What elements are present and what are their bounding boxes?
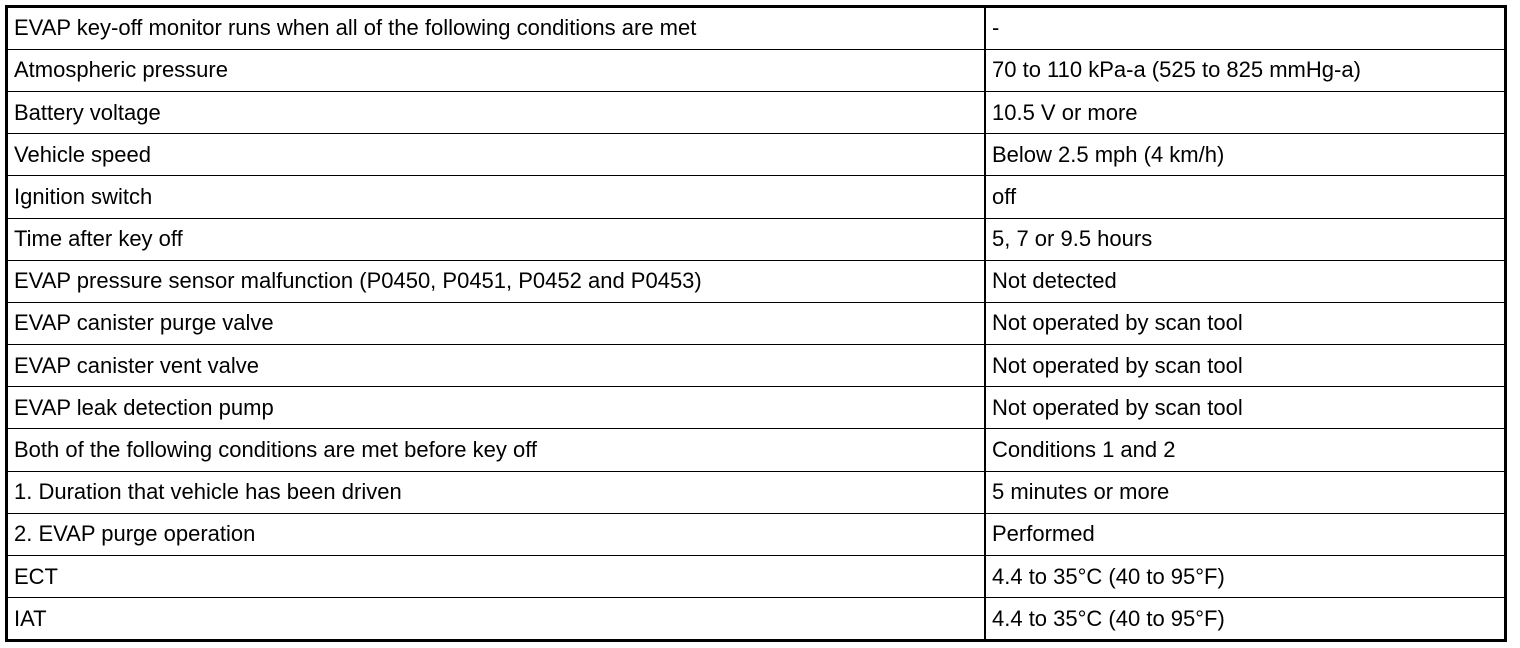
value-cell: 5, 7 or 9.5 hours xyxy=(985,218,1504,260)
value-cell: - xyxy=(985,8,1504,49)
table-row xyxy=(8,345,1504,387)
condition-cell: EVAP canister purge valve xyxy=(8,302,985,344)
table-row xyxy=(8,218,1504,260)
table-row xyxy=(8,471,1504,513)
condition-cell: EVAP pressure sensor malfunction (P0450, P0451, P0452 and P0453) xyxy=(8,260,985,302)
condition-cell: Battery voltage xyxy=(8,91,985,133)
condition-cell: Both of the following conditions are met before key off xyxy=(8,429,985,471)
value-cell: Not operated by scan tool xyxy=(985,387,1504,429)
condition-cell: Ignition switch xyxy=(8,176,985,218)
table-row xyxy=(8,302,1504,344)
value-cell: 4.4 to 35°C (40 to 95°F) xyxy=(985,556,1504,598)
value-cell: 5 minutes or more xyxy=(985,471,1504,513)
condition-cell: IAT xyxy=(8,598,985,639)
value-cell: Not operated by scan tool xyxy=(985,302,1504,344)
table-row xyxy=(8,134,1504,176)
value-cell: 4.4 to 35°C (40 to 95°F) xyxy=(985,598,1504,639)
value-cell: Not detected xyxy=(985,260,1504,302)
condition-cell: EVAP leak detection pump xyxy=(8,387,985,429)
value-cell: 10.5 V or more xyxy=(985,91,1504,133)
condition-cell: Vehicle speed xyxy=(8,134,985,176)
condition-cell: Atmospheric pressure xyxy=(8,49,985,91)
value-cell: 70 to 110 kPa-a (525 to 825 mmHg-a) xyxy=(985,49,1504,91)
value-cell: Conditions 1 and 2 xyxy=(985,429,1504,471)
table-row xyxy=(8,598,1504,639)
condition-cell: EVAP canister vent valve xyxy=(8,345,985,387)
conditions-table-frame xyxy=(5,5,1507,642)
table-row xyxy=(8,91,1504,133)
value-cell: off xyxy=(985,176,1504,218)
table-row xyxy=(8,387,1504,429)
condition-cell: 2. EVAP purge operation xyxy=(8,513,985,555)
value-cell: Below 2.5 mph (4 km/h) xyxy=(985,134,1504,176)
condition-cell: ECT xyxy=(8,556,985,598)
value-cell: Performed xyxy=(985,513,1504,555)
condition-cell: EVAP key-off monitor runs when all of the following conditions are met xyxy=(8,8,985,49)
table-row xyxy=(8,429,1504,471)
condition-cell: Time after key off xyxy=(8,218,985,260)
table-row xyxy=(8,49,1504,91)
table-row xyxy=(8,8,1504,49)
value-cell: Not operated by scan tool xyxy=(985,345,1504,387)
table-row xyxy=(8,556,1504,598)
condition-cell: 1. Duration that vehicle has been driven xyxy=(8,471,985,513)
table-row xyxy=(8,513,1504,555)
table-row xyxy=(8,176,1504,218)
monitor-conditions-table xyxy=(8,8,1504,639)
table-row xyxy=(8,260,1504,302)
